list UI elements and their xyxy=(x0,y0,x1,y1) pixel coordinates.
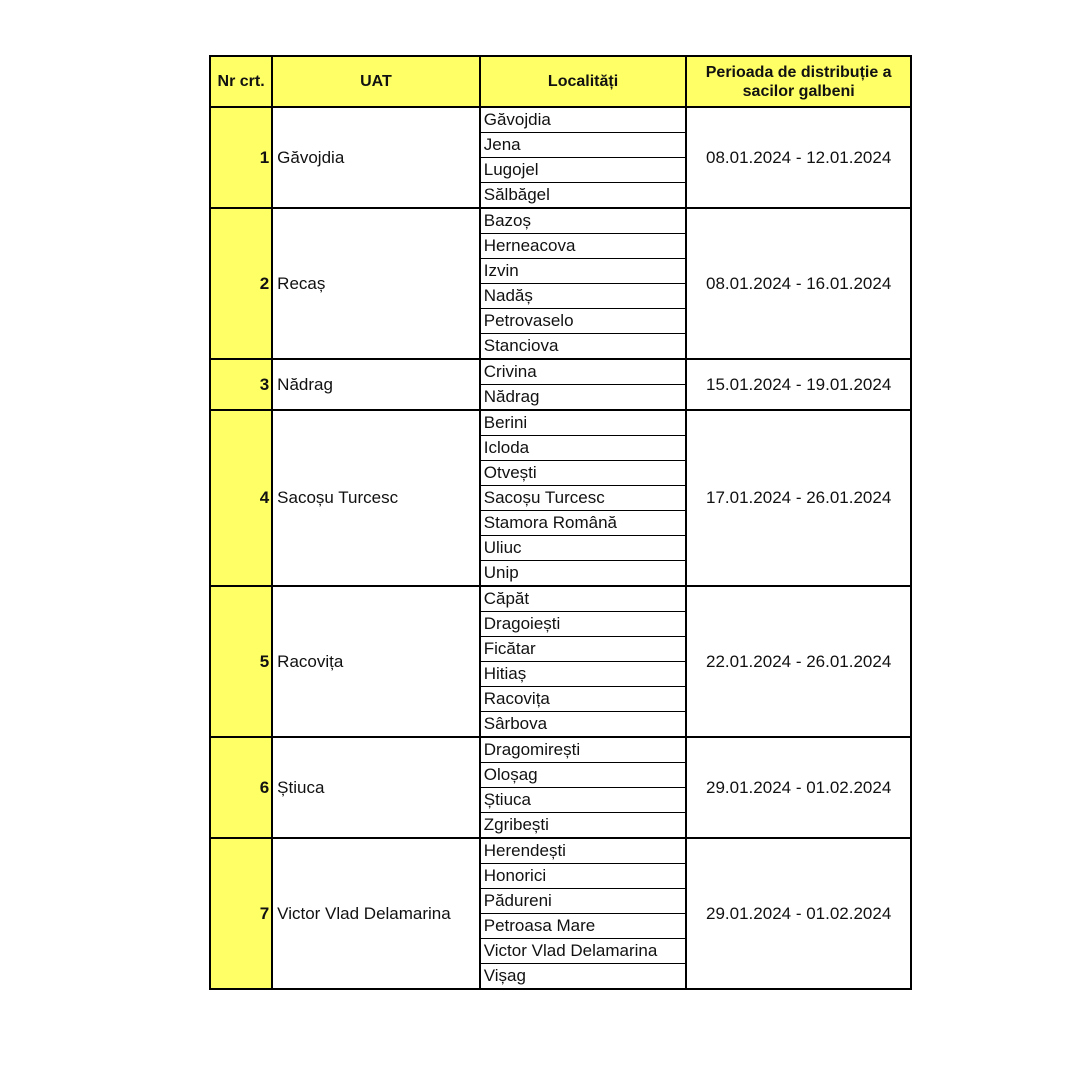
localitate-cell: Stanciova xyxy=(480,334,687,360)
localitate-cell: Racovița xyxy=(480,687,687,712)
table-row xyxy=(210,107,911,133)
localitate-cell: Vișag xyxy=(480,964,687,990)
row-number-cell: 6 xyxy=(210,737,272,838)
table-row xyxy=(210,838,911,864)
perioada-cell: 22.01.2024 - 26.01.2024 xyxy=(686,586,911,737)
localitate-cell: Stamora Română xyxy=(480,511,687,536)
localitate-cell: Petroasa Mare xyxy=(480,914,687,939)
localitate-cell: Sârbova xyxy=(480,712,687,738)
localitate-cell: Petrovaselo xyxy=(480,309,687,334)
table-row xyxy=(210,359,911,385)
localitate-cell: Izvin xyxy=(480,259,687,284)
header-row xyxy=(210,56,911,107)
uat-cell: Găvojdia xyxy=(272,107,480,208)
header-perioada: Perioada de distribuție a sacilor galbeni xyxy=(686,56,911,107)
uat-cell: Racovița xyxy=(272,586,480,737)
row-number-cell: 7 xyxy=(210,838,272,989)
localitate-cell: Victor Vlad Delamarina xyxy=(480,939,687,964)
localitate-cell: Oloșag xyxy=(480,763,687,788)
perioada-cell: 17.01.2024 - 26.01.2024 xyxy=(686,410,911,586)
localitate-cell: Unip xyxy=(480,561,687,587)
localitate-cell: Berini xyxy=(480,410,687,436)
perioada-cell: 29.01.2024 - 01.02.2024 xyxy=(686,838,911,989)
uat-cell: Știuca xyxy=(272,737,480,838)
table-row xyxy=(210,410,911,436)
localitate-cell: Dragoiești xyxy=(480,612,687,637)
uat-cell: Victor Vlad Delamarina xyxy=(272,838,480,989)
localitate-cell: Căpăt xyxy=(480,586,687,612)
localitate-cell: Hitiaș xyxy=(480,662,687,687)
table-body xyxy=(210,107,911,989)
table-header xyxy=(210,56,911,107)
localitate-cell: Găvojdia xyxy=(480,107,687,133)
perioada-cell: 08.01.2024 - 16.01.2024 xyxy=(686,208,911,359)
table-row xyxy=(210,586,911,612)
localitate-cell: Sacoșu Turcesc xyxy=(480,486,687,511)
localitate-cell: Ficătar xyxy=(480,637,687,662)
localitate-cell: Otvești xyxy=(480,461,687,486)
localitate-cell: Sălbăgel xyxy=(480,183,687,209)
row-number-cell: 3 xyxy=(210,359,272,410)
header-uat: UAT xyxy=(272,56,480,107)
localitate-cell: Știuca xyxy=(480,788,687,813)
localitate-cell: Icloda xyxy=(480,436,687,461)
row-number-cell: 5 xyxy=(210,586,272,737)
header-localitati: Localități xyxy=(480,56,687,107)
localitate-cell: Dragomirești xyxy=(480,737,687,763)
localitate-cell: Herendești xyxy=(480,838,687,864)
distribution-schedule-table xyxy=(209,55,912,990)
localitate-cell: Crivina xyxy=(480,359,687,385)
perioada-cell: 29.01.2024 - 01.02.2024 xyxy=(686,737,911,838)
row-number-cell: 2 xyxy=(210,208,272,359)
perioada-cell: 08.01.2024 - 12.01.2024 xyxy=(686,107,911,208)
localitate-cell: Nădrag xyxy=(480,385,687,411)
header-nr-crt: Nr crt. xyxy=(210,56,272,107)
row-number-cell: 4 xyxy=(210,410,272,586)
localitate-cell: Uliuc xyxy=(480,536,687,561)
uat-cell: Nădrag xyxy=(272,359,480,410)
perioada-cell: 15.01.2024 - 19.01.2024 xyxy=(686,359,911,410)
localitate-cell: Honorici xyxy=(480,864,687,889)
uat-cell: Sacoșu Turcesc xyxy=(272,410,480,586)
localitate-cell: Pădureni xyxy=(480,889,687,914)
localitate-cell: Lugojel xyxy=(480,158,687,183)
localitate-cell: Nadăș xyxy=(480,284,687,309)
table-row xyxy=(210,737,911,763)
row-number-cell: 1 xyxy=(210,107,272,208)
localitate-cell: Herneacova xyxy=(480,234,687,259)
table-row xyxy=(210,208,911,234)
uat-cell: Recaș xyxy=(272,208,480,359)
localitate-cell: Zgribești xyxy=(480,813,687,839)
localitate-cell: Jena xyxy=(480,133,687,158)
localitate-cell: Bazoș xyxy=(480,208,687,234)
